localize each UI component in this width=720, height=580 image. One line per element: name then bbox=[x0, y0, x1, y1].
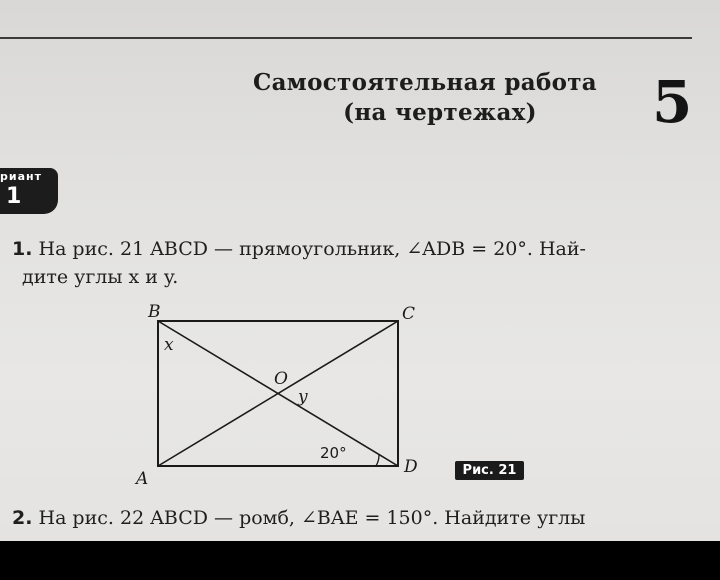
task-2-number: 2. bbox=[12, 507, 33, 529]
label-x: x bbox=[164, 335, 174, 355]
task-1-text-line1: На рис. 21 ABCD — прямоугольник, ∠ADB = 20°. Най- bbox=[38, 238, 586, 260]
title-line-2: (на чертежах) bbox=[343, 99, 537, 126]
label-a: A bbox=[136, 469, 149, 489]
variant-badge bbox=[0, 168, 58, 214]
label-b: B bbox=[148, 302, 161, 322]
variant-label: риант bbox=[0, 170, 42, 183]
label-c: C bbox=[402, 304, 416, 324]
label-d: D bbox=[404, 457, 418, 477]
rectangle-figure bbox=[130, 298, 440, 493]
task-1-number: 1. bbox=[12, 238, 33, 260]
variant-number: 1 bbox=[6, 184, 22, 209]
page-title bbox=[230, 68, 620, 128]
label-y: y bbox=[298, 387, 308, 407]
title-line-1: Самостоятельная работа bbox=[253, 69, 597, 96]
task-1 bbox=[12, 235, 702, 291]
figure-caption: Рис. 21 bbox=[455, 461, 524, 480]
top-rule bbox=[0, 37, 692, 39]
task-2 bbox=[12, 504, 712, 532]
angle-d-arc bbox=[376, 455, 379, 466]
task-1-text-line2: дите углы x и y. bbox=[22, 266, 179, 288]
label-o: O bbox=[274, 369, 288, 389]
task-2-text: На рис. 22 ABCD — ромб, ∠BAE = 150°. Найдите углы bbox=[38, 507, 586, 529]
label-angle-20: 20° bbox=[320, 444, 347, 462]
work-number: 5 bbox=[652, 68, 693, 136]
